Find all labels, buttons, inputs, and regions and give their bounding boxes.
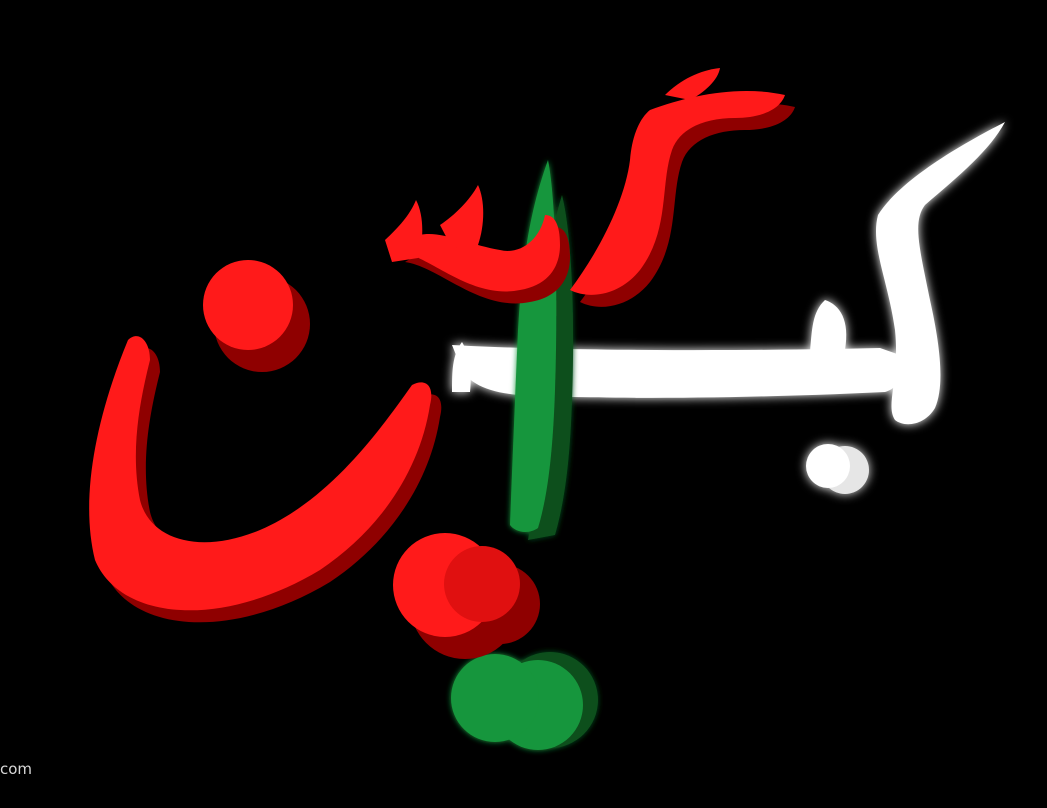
watermark-text: com: [0, 760, 33, 778]
ya-dot-2: [451, 654, 539, 742]
hussein-noon-dot: [203, 260, 293, 350]
labbayk-dot-2: [806, 444, 850, 488]
hussein-dot-2: [444, 546, 520, 622]
labbayk-hook-1: [810, 300, 846, 352]
hussein-seen-tooth-2: [385, 200, 422, 262]
